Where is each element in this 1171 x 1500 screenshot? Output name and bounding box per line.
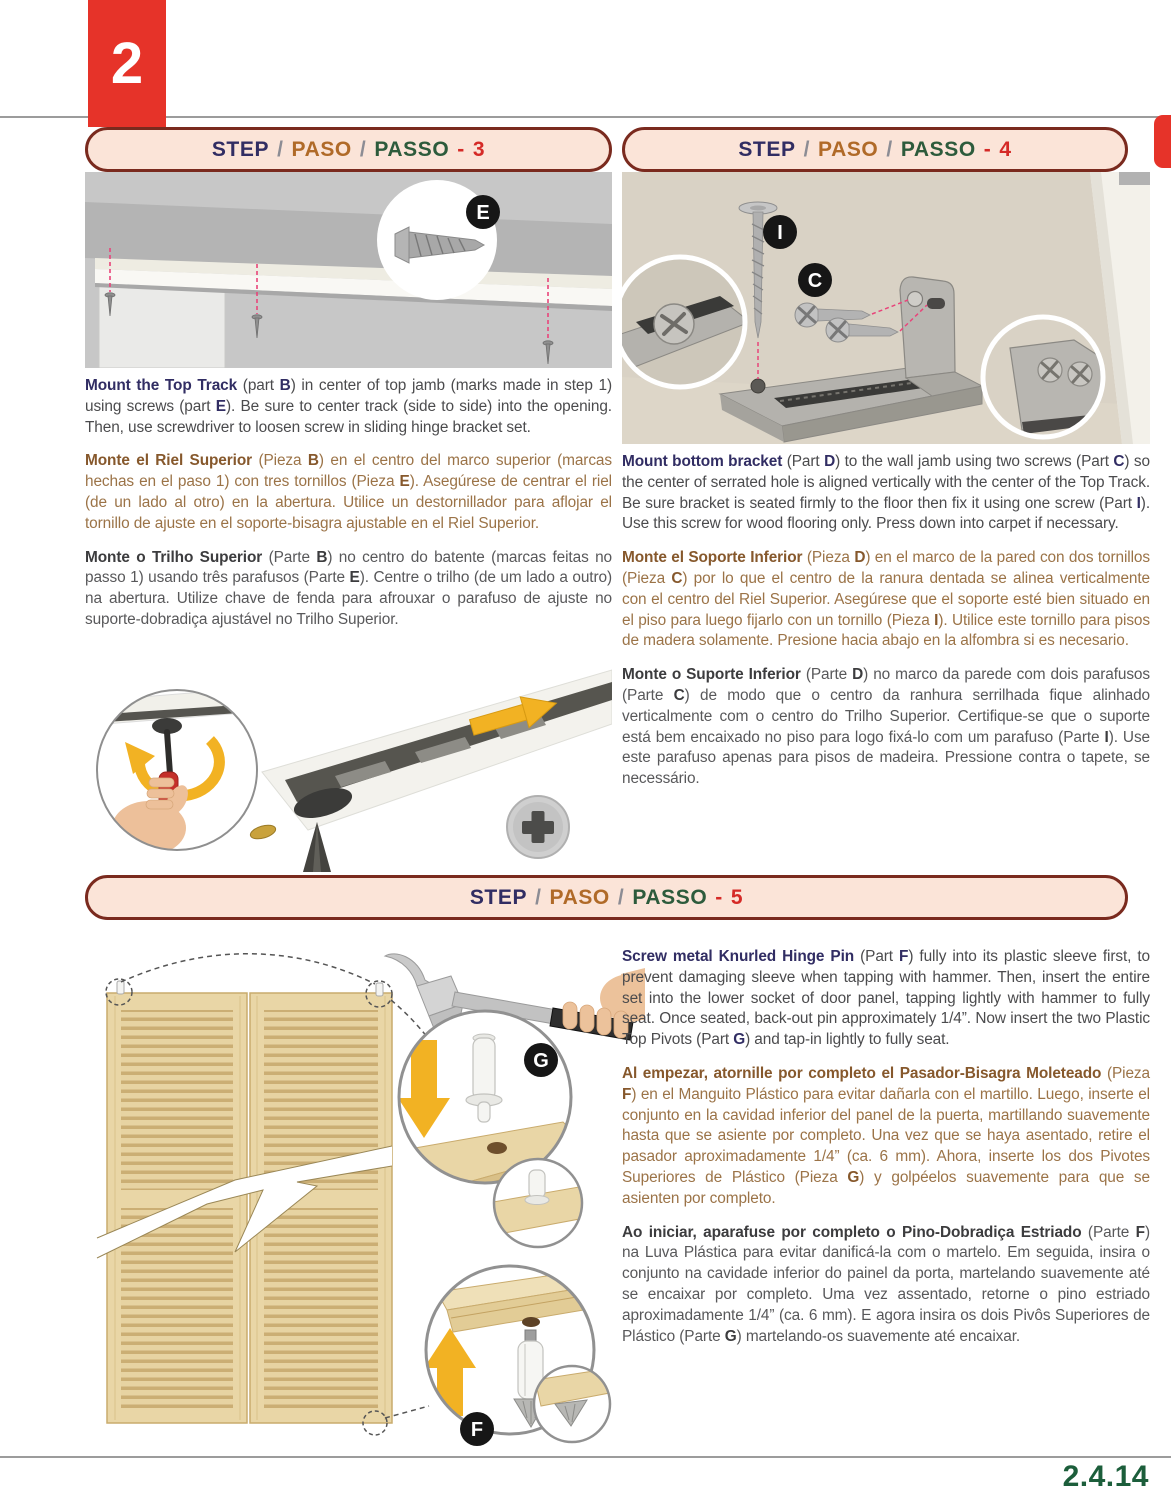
paragraph-portuguese: Ao iniciar, aparafuse por completo o Pino-Dobradiça Estriado (Parte F) na Luva Plástica para evitar danificá-la com o martelo. Em seguida, insira o conjunto na cavidade inferior do painel da porta, martelando suavemente até se encaixar por completo. Uma vez assentado, retorne o pino estriado aproximadamente 1/4” (ca. 6 mm). E agora insira os dois Pivôs Superiores de Plástico (Parte G) martelando-os suavemente até encaixar. bbox=[622, 1223, 1150, 1345]
svg-text:F: F bbox=[470, 1419, 484, 1441]
paragraph-portuguese: Monte o Trilho Superior (Parte B) no centro do batente (marcas feitas no passo 1) usando três parafusos (Parte E). Centre o trilho (de um lado a outro) na abertura. Utilize chave de fenda para afrouxar o parafuso de ajuste no suporte-dobradiça ajustável no Trilho Superior. bbox=[85, 548, 613, 628]
step3-text bbox=[85, 376, 612, 644]
paso-word: PASO bbox=[291, 137, 352, 161]
svg-text:I: I bbox=[777, 222, 783, 244]
paragraph-english: Mount the Top Track (part B) in center of top jamb (marks made in step 1) using screws (part E). Be sure to center track (side to side) into the opening. Then, use screwdriver to loosen screw in sliding hinge bracket set. bbox=[85, 377, 613, 436]
paso-word: PASO bbox=[549, 885, 610, 909]
screwdriver-callout bbox=[97, 688, 257, 855]
section-tab bbox=[88, 0, 166, 127]
paragraph-spanish: Monte el Riel Superior (Pieza B) en el centro del marco superior (marcas hechas en el paso 1) con tres tornillos (Pieza E). Asegúrese de centrar el riel (de un lado al otro) en la abertura. Utilice un destornillador para aflojar el tornillo de ajuste en el soporte-bisagra ajustable en el Riel Superior. bbox=[85, 452, 613, 532]
paragraph-spanish: Al empezar, atornille por completo el Pasador-Bisagra Moleteado (Pieza F) en el Manguito Plástico para evitar dañarla con el martillo. Luego, inserte el conjunto en la cavidad inferior del panel de la puerta, martillando suavemente hasta que se asiente por completo. Una vez que se haya asentado, retire el pasador aproximadamente 1/4” (ca. 6 mm). Ahora, inserte los dos Pivotes Superiores de Plástico (Pieza G) y golpéelos suavemente para que se asienten por completo. bbox=[622, 1064, 1150, 1207]
step-number: 4 bbox=[999, 137, 1012, 161]
separator: / bbox=[803, 137, 811, 161]
top-rule bbox=[0, 116, 1171, 118]
separator: / bbox=[886, 137, 893, 161]
separator: / bbox=[359, 137, 367, 161]
svg-text:G: G bbox=[533, 1050, 549, 1072]
passo-word: PASSO bbox=[632, 885, 708, 909]
section-tab-number: 2 bbox=[110, 31, 144, 96]
part-i-badge bbox=[763, 215, 797, 249]
louvered-doors bbox=[107, 981, 392, 1423]
step3-header bbox=[85, 127, 612, 172]
step-word: STEP bbox=[738, 137, 796, 161]
separator: / bbox=[617, 885, 625, 909]
passo-word: PASSO bbox=[900, 137, 976, 161]
step-word: STEP bbox=[211, 137, 270, 161]
paso-word: PASO bbox=[818, 137, 879, 161]
step-word: STEP bbox=[469, 885, 528, 909]
step3-illustration-top-track bbox=[85, 172, 612, 368]
svg-text:C: C bbox=[807, 270, 823, 292]
edge-tab bbox=[1154, 115, 1171, 168]
svg-text:E: E bbox=[476, 202, 490, 224]
part-f-badge bbox=[460, 1412, 494, 1446]
part-c-badge bbox=[798, 263, 832, 297]
part-e-badge bbox=[466, 195, 500, 229]
page-code: 2.4.14 bbox=[1062, 1460, 1149, 1493]
separator: / bbox=[277, 137, 284, 161]
passo-word: PASSO bbox=[374, 137, 450, 161]
bottom-rule bbox=[0, 1456, 1171, 1458]
dash: - bbox=[715, 885, 723, 909]
dash: - bbox=[983, 137, 992, 161]
step-number: 5 bbox=[730, 885, 744, 909]
step4-illustration-bottom-bracket bbox=[622, 172, 1150, 444]
step5-illustration-doors bbox=[85, 940, 645, 1452]
top-pivot-inserted-callout bbox=[493, 1159, 585, 1247]
phillips-screw-head-icon bbox=[507, 796, 569, 858]
paragraph-english: Mount bottom bracket (Part D) to the wall jamb using two screws (Part C) so the center of serrated hole is aligned vertically with the center of the Top Track. Be sure bracket is seated firmly to the floor then fix it using one screw (Part I). Use this screw for wood flooring only. Press down into carpet if necessary. bbox=[622, 453, 1150, 533]
paragraph-spanish: Monte el Soporte Inferior (Pieza D) en el marco de la pared con dos tornillos (Pieza C) por lo que el centro de la ranura dentada se alinea verticalmente con el centro del Riel Superior. Asegúrese que el soporte esté bien situado en el piso para luego fijarlo con un tornillo (Pieza I). Utilice este tornillo para pisos de madera solamente. Presione hacia abajo en la alfombra si es necesario. bbox=[622, 549, 1150, 650]
step5-header bbox=[85, 875, 1128, 920]
step4-header bbox=[622, 127, 1128, 172]
step-number: 3 bbox=[472, 137, 486, 161]
bracket-closeup-right bbox=[983, 317, 1103, 437]
paragraph-portuguese: Monte o Suporte Inferior (Parte D) no marco da parede com dois parafusos (Parte C) de modo que o centro da ranhura serrilhada fique alinhado verticalmente com o centro do Trilho Superior. Certifique-se que o suporte está bem encaixado no piso para logo fixá-lo com um parafuso (Parte I). Use este parafuso apenas para pisos de madeira. Pressione contra o tapete, se necessário. bbox=[622, 666, 1151, 788]
part-g-badge bbox=[524, 1043, 558, 1077]
dash: - bbox=[457, 137, 465, 161]
step4-text bbox=[622, 452, 1150, 803]
paragraph-english: Screw metal Knurled Hinge Pin (Part F) fully into its plastic sleeve first, to prevent damaging sleeve when tapping with hammer. Then, insert the entire set into the lower socket of door panel, tapping lightly with hammer to fully seat. Once seated, back-out pin approximately 1/4”. Now insert the two Plastic Top Pivots (Part G) and tap-in lightly to fully seat. bbox=[622, 948, 1150, 1049]
step5-text bbox=[622, 947, 1150, 1360]
hinge-pin-inserted-callout bbox=[534, 1366, 615, 1442]
step3-illustration-adjustment bbox=[85, 660, 612, 872]
separator: / bbox=[535, 885, 542, 909]
